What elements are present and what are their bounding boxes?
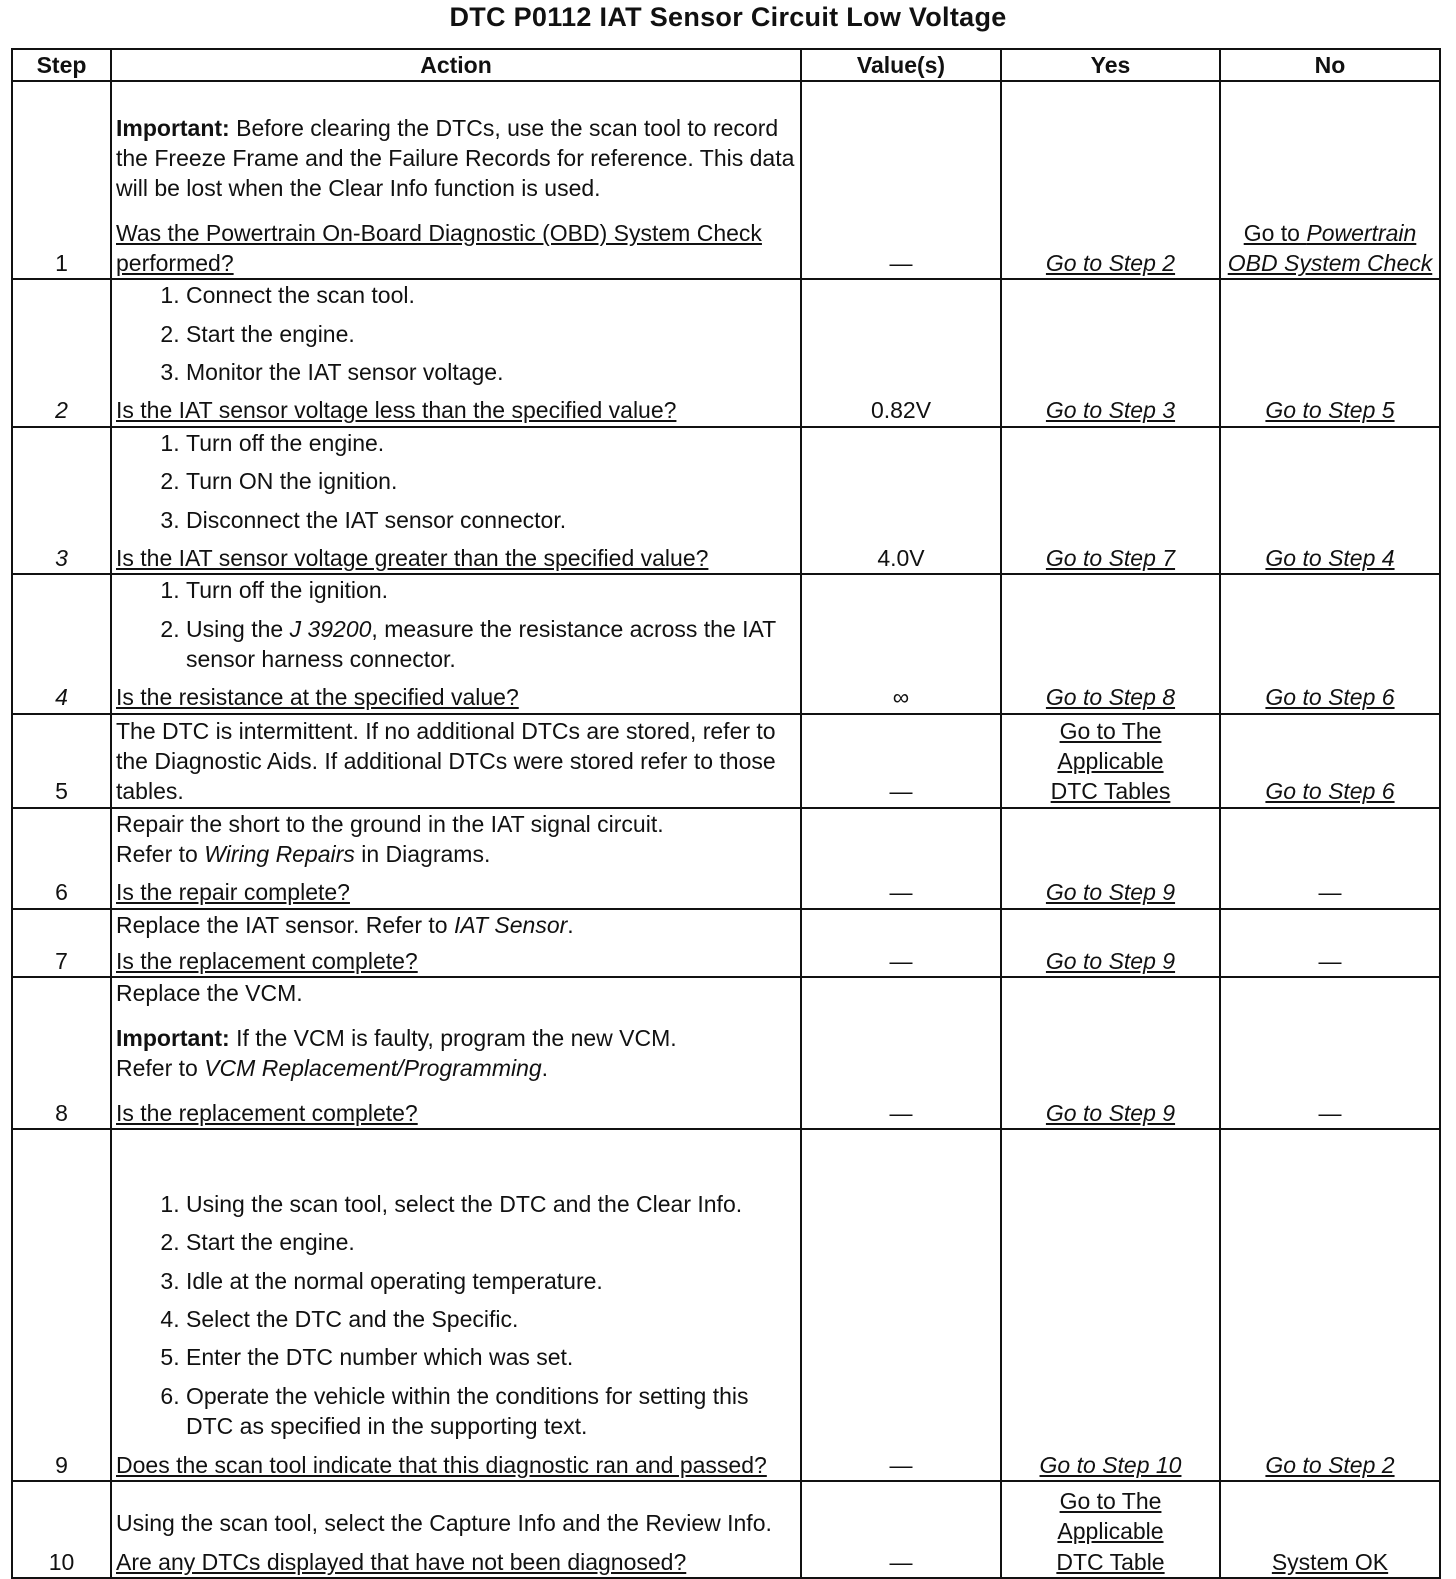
question-text: Is the resistance at the specified value? xyxy=(116,684,519,711)
value-cell: — xyxy=(801,714,1001,808)
refer-suffix: in Diagrams. xyxy=(354,841,491,868)
diagnostic-table xyxy=(11,48,1441,1579)
table-row xyxy=(12,977,1440,1128)
action-cell xyxy=(111,1481,801,1578)
question-text: Is the replacement complete? xyxy=(116,1099,418,1126)
table-row xyxy=(12,808,1440,909)
important-text: If the VCM is faulty, program the new VCM. xyxy=(229,1024,677,1051)
item-prefix: Using the xyxy=(186,615,290,642)
header-action: Action xyxy=(111,49,801,81)
important-label: Important: xyxy=(116,114,230,141)
list-item: 1. Connect the scan tool. xyxy=(186,280,796,310)
header-yes: Yes xyxy=(1001,49,1220,81)
step-number: 4 xyxy=(12,574,111,713)
table-row xyxy=(12,714,1440,808)
list-item: 5. Enter the DTC number which was set. xyxy=(186,1342,796,1372)
question-text: Does the scan tool indicate that this diagnostic ran and passed? xyxy=(116,1451,767,1478)
yes-cell[interactable] xyxy=(1001,574,1220,713)
value-cell: — xyxy=(801,1129,1001,1481)
action-cell xyxy=(111,279,801,426)
no-cell: — xyxy=(1220,909,1440,978)
step-number: 8 xyxy=(12,977,111,1128)
no-cell[interactable] xyxy=(1220,574,1440,713)
yes-cell[interactable] xyxy=(1001,977,1220,1128)
list-item: 1. Turn off the ignition. xyxy=(186,575,796,605)
no-cell[interactable] xyxy=(1220,714,1440,808)
no-link-target: Powertrain OBD System Check xyxy=(1227,219,1433,276)
refer-text xyxy=(116,1053,796,1083)
yes-link[interactable]: Go to Step 7 xyxy=(1045,544,1176,571)
action-cell xyxy=(111,81,801,279)
table-row xyxy=(12,279,1440,426)
list-item: 2. Start the engine. xyxy=(186,1227,796,1257)
yes-link[interactable]: Go to Step 8 xyxy=(1045,684,1176,711)
page-title: DTC P0112 IAT Sensor Circuit Low Voltage xyxy=(449,2,1007,32)
question-text: Was the Powertrain On-Board Diagnostic (OBD) System Check performed? xyxy=(116,219,762,276)
header-step: Step xyxy=(12,49,111,81)
important-text: Before clearing the DTCs, use the scan tool to record the Freeze Frame and the Failure Records for reference. This data will be lost when the Clear Info function is used. xyxy=(116,114,795,202)
table-row xyxy=(12,1481,1440,1578)
list-item: 4. Select the DTC and the Specific. xyxy=(186,1304,796,1334)
yes-cell[interactable] xyxy=(1001,81,1220,279)
action-cell xyxy=(111,909,801,978)
text-suffix: . xyxy=(567,911,574,938)
step-list xyxy=(116,428,796,535)
header-row xyxy=(12,49,1440,81)
refer-link[interactable]: VCM Replacement/Programming xyxy=(204,1055,542,1082)
step-number: 3 xyxy=(12,427,111,574)
no-link[interactable]: Go to Step 5 xyxy=(1265,397,1395,424)
step-number: 1 xyxy=(12,81,111,279)
list-item: 2. Start the engine. xyxy=(186,319,796,349)
question-text: Is the IAT sensor voltage greater than the specified value? xyxy=(116,544,709,571)
list-item: 1. Using the scan tool, select the DTC and the Clear Info. xyxy=(186,1189,796,1219)
no-cell[interactable] xyxy=(1220,81,1440,279)
yes-cell[interactable] xyxy=(1001,714,1220,808)
action-text: Using the scan tool, select the Capture Info and the Review Info. xyxy=(116,1510,772,1537)
question-text: Are any DTCs displayed that have not been diagnosed? xyxy=(116,1548,687,1575)
yes-link[interactable]: Go to Step 9 xyxy=(1045,879,1176,906)
list-item: 3. Disconnect the IAT sensor connector. xyxy=(186,505,796,535)
step-number: 5 xyxy=(12,714,111,808)
list-item xyxy=(186,614,796,675)
value-cell: — xyxy=(801,808,1001,909)
important-note xyxy=(116,113,796,204)
yes-cell[interactable] xyxy=(1001,909,1220,978)
yes-link[interactable]: Go to The Applicable DTC Tables xyxy=(1050,717,1171,805)
action-cell xyxy=(111,714,801,808)
table-row xyxy=(12,1129,1440,1481)
yes-cell[interactable] xyxy=(1001,808,1220,909)
no-cell[interactable] xyxy=(1220,279,1440,426)
action-cell xyxy=(111,574,801,713)
list-item: 3. Monitor the IAT sensor voltage. xyxy=(186,357,796,387)
no-link[interactable]: Go to Step 2 xyxy=(1265,1451,1395,1478)
yes-link[interactable]: Go to Step 9 xyxy=(1045,948,1176,975)
yes-cell[interactable] xyxy=(1001,1129,1220,1481)
list-item: 3. Idle at the normal operating temperature. xyxy=(186,1266,796,1296)
yes-link[interactable]: Go to The Applicable DTC Table xyxy=(1056,1487,1165,1575)
table-row xyxy=(12,909,1440,978)
action-cell xyxy=(111,977,801,1128)
item-suffix: , measure the resistance across the IAT sensor harness connector. xyxy=(186,615,776,672)
value-cell: — xyxy=(801,81,1001,279)
action-text: Replace the VCM. xyxy=(116,980,303,1007)
action-text: Repair the short to the ground in the IAT signal circuit. xyxy=(116,810,664,837)
no-cell: — xyxy=(1220,808,1440,909)
step-number: 10 xyxy=(12,1481,111,1578)
no-link[interactable] xyxy=(1228,220,1433,276)
no-link[interactable]: Go to Step 4 xyxy=(1265,544,1395,571)
no-link[interactable]: Go to Step 6 xyxy=(1265,684,1395,711)
action-cell xyxy=(111,1129,801,1481)
value-cell: — xyxy=(801,1481,1001,1578)
question-text: Is the replacement complete? xyxy=(116,948,418,975)
refer-text xyxy=(116,839,796,869)
yes-link[interactable]: Go to Step 10 xyxy=(1039,1451,1182,1478)
tool-name: J 39200 xyxy=(289,615,372,642)
refer-prefix: Refer to xyxy=(116,841,205,868)
yes-cell[interactable] xyxy=(1001,1481,1220,1578)
value-cell: — xyxy=(801,977,1001,1128)
no-cell[interactable] xyxy=(1220,1129,1440,1481)
action-text: The DTC is intermittent. If no additional DTCs are stored, refer to the Diagnostic Aids. If additional DTCs were stored refer to those tables. xyxy=(116,717,776,805)
step-list xyxy=(116,280,796,387)
no-cell[interactable] xyxy=(1220,427,1440,574)
yes-link[interactable]: Go to Step 2 xyxy=(1045,250,1176,276)
question-text: Is the repair complete? xyxy=(116,879,350,906)
action-text xyxy=(116,910,796,940)
no-link[interactable]: Go to Step 6 xyxy=(1265,778,1395,805)
table-row xyxy=(12,427,1440,574)
list-item: 6. Operate the vehicle within the conditions for setting this DTC as specified in the supporting text. xyxy=(186,1381,796,1442)
list-item: 1. Turn off the engine. xyxy=(186,428,796,458)
step-number: 7 xyxy=(12,909,111,978)
no-prefix: Go to xyxy=(1243,219,1307,246)
yes-cell[interactable] xyxy=(1001,279,1220,426)
step-list xyxy=(116,575,796,674)
step-number: 2 xyxy=(12,279,111,426)
important-label: Important: xyxy=(116,1024,230,1051)
step-number: 9 xyxy=(12,1129,111,1481)
refer-link[interactable]: IAT Sensor xyxy=(453,911,568,938)
no-cell: — xyxy=(1220,977,1440,1128)
table-row xyxy=(12,81,1440,279)
system-ok-text: System OK xyxy=(1271,1548,1389,1575)
refer-suffix: . xyxy=(541,1055,549,1082)
yes-link[interactable]: Go to Step 3 xyxy=(1045,397,1176,424)
yes-cell[interactable] xyxy=(1001,427,1220,574)
step-number: 6 xyxy=(12,808,111,909)
value-cell: — xyxy=(801,909,1001,978)
text-prefix: Replace the IAT sensor. Refer to xyxy=(116,911,454,938)
header-values: Value(s) xyxy=(801,49,1001,81)
value-cell: ∞ xyxy=(801,574,1001,713)
table-row xyxy=(12,574,1440,713)
action-cell xyxy=(111,427,801,574)
header-no: No xyxy=(1220,49,1440,81)
step-list xyxy=(116,1189,796,1442)
list-item: 2. Turn ON the ignition. xyxy=(186,466,796,496)
no-cell xyxy=(1220,1481,1440,1578)
important-note xyxy=(116,1023,796,1053)
action-cell xyxy=(111,808,801,909)
yes-link[interactable]: Go to Step 9 xyxy=(1045,1099,1176,1126)
question-text: Is the IAT sensor voltage less than the specified value? xyxy=(116,397,677,424)
refer-prefix: Refer to xyxy=(116,1055,205,1082)
value-cell: 0.82V xyxy=(801,279,1001,426)
value-cell: 4.0V xyxy=(801,427,1001,574)
refer-link[interactable]: Wiring Repairs xyxy=(204,841,355,868)
